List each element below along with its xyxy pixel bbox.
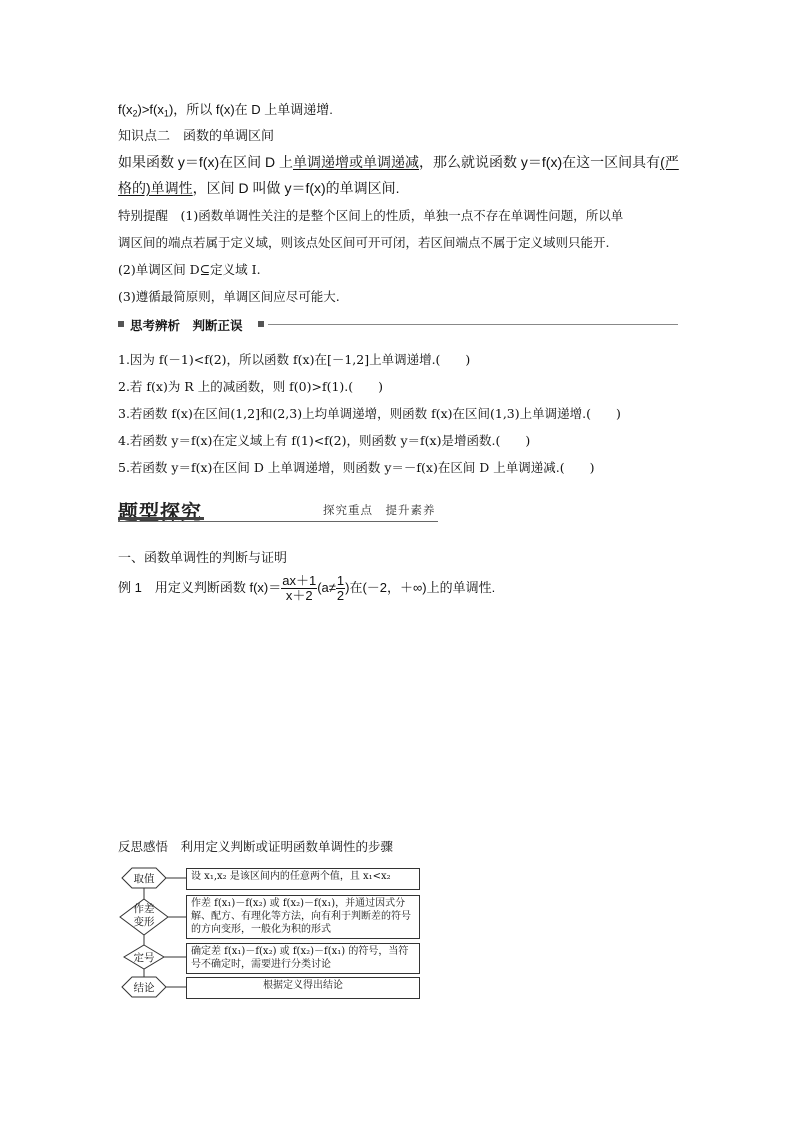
step1-label: 取值 — [133, 873, 155, 885]
reflect-text: 利用定义判断或证明函数单调性的步骤 — [180, 839, 394, 854]
frac2-numerator: 1 — [336, 573, 345, 588]
flowchart — [118, 865, 418, 1005]
fraction-ax1-over-x2 — [281, 574, 317, 604]
subscript-1: 1 — [163, 108, 169, 119]
top-line-part2: )>f(x — [137, 102, 164, 117]
reminder-text1: (1)函数单调性关注的是整个区间上的性质，单独一点不存在单调性问题，所以单 — [180, 208, 624, 223]
top-line-part1: f(x — [118, 102, 133, 117]
step1-box: 设 x₁,x₂ 是该区间内的任意两个值，且 x₁<x₂ — [186, 868, 420, 890]
example1-middle: (a≠ — [317, 580, 336, 596]
step2-label-line1: 作差 — [133, 903, 155, 915]
knowledge2-heading: 知识点二 函数的单调区间 — [118, 128, 275, 143]
think-item-3: 3.若函数 f(x)在区间(1,2]和(2,3)上均单调递增，则函数 f(x)在区间(1,3)上单调递增.( ) — [118, 406, 621, 421]
knowledge2-line2 — [118, 178, 400, 198]
fraction-one-half — [336, 574, 345, 604]
step3-label: 定号 — [133, 952, 155, 964]
k2-underlined-strict-end: 格的)单调性 — [118, 180, 193, 196]
think-item-1: 1.因为 f(－1)<f(2)，所以函数 f(x)在[－1,2]上单调递增.( ) — [118, 352, 471, 367]
example1 — [118, 574, 495, 604]
subscript-2: 2 — [132, 108, 138, 119]
tixing-title: 题型探究 — [118, 500, 202, 524]
think-item-5: 5.若函数 y＝f(x)在区间 D 上单调递增，则函数 y＝－f(x)在区间 D 上单调递减.( ) — [118, 460, 595, 475]
bar-square-left — [118, 321, 124, 327]
think-section-bar — [118, 316, 678, 332]
step4-box: 根据定义得出结论 — [186, 977, 420, 999]
k2-line1-a: 如果函数 y＝f(x)在区间 D 上 — [118, 154, 293, 170]
step4-label: 结论 — [133, 982, 155, 994]
bar-rule — [268, 324, 678, 325]
reminder-line3: (2)单调区间 D⊆定义域 I. — [118, 262, 261, 277]
k2-underlined-strict-start: (严 — [660, 154, 679, 170]
frac1-denominator: x＋2 — [285, 588, 313, 604]
frac1-numerator: ax＋1 — [282, 573, 317, 588]
think-title: 思考辨析 判断正误 — [130, 319, 243, 333]
example1-suffix: )在(－2，＋∞)上的单调性. — [345, 580, 496, 596]
bar-square-right — [258, 321, 264, 327]
reminder-line2: 调区间的端点若属于定义域，则该点处区间可开可闭，若区间端点不属于定义域则只能开. — [118, 235, 610, 250]
step3-box: 确定差 f(x₁)－f(x₂) 或 f(x₂)－f(x₁) 的符号，当符号不确定时，需要进行分类讨论 — [186, 943, 420, 974]
section1-heading: 一、函数单调性的判断与证明 — [118, 550, 288, 565]
step2-label-line2: 变形 — [133, 916, 155, 928]
k2-line1-c: ，那么就说函数 y＝f(x)在这一区间具有 — [419, 154, 661, 170]
top-line-part3: )，所以 f(x)在 D 上单调递增. — [168, 102, 333, 117]
top-line — [118, 99, 333, 118]
tixing-thick-rule — [118, 517, 204, 520]
step2-label — [124, 903, 164, 929]
frac2-denominator: 2 — [336, 588, 345, 604]
knowledge2-line1 — [118, 152, 679, 172]
step2-box: 作差 f(x₁)－f(x₂) 或 f(x₂)－f(x₁)，并通过因式分解、配方、有理化等方法，向有利于判断差的符号的方向变形，一般化为积的形式 — [186, 895, 420, 939]
reminder-line1 — [118, 206, 623, 224]
k2-underlined-monotone: 单调递增或单调递减 — [293, 154, 419, 170]
think-item-2: 2.若 f(x)为 R 上的减函数，则 f(0)>f(1).( ) — [118, 379, 384, 394]
tixing-subtitle: 探究重点 提升素养 — [323, 503, 436, 517]
reflect-label: 反思感悟 — [118, 840, 169, 854]
reminder-line4: (3)遵循最简原则，单调区间应尽可能大. — [118, 289, 340, 304]
reminder-label: 特别提醒 — [118, 209, 169, 223]
example1-prefix: 例 1 用定义判断函数 f(x)＝ — [118, 580, 282, 596]
tixing-thin-rule — [118, 521, 438, 522]
k2-line2-b: ，区间 D 叫做 y＝f(x)的单调区间. — [192, 180, 400, 196]
tixing-banner — [118, 496, 438, 524]
reflect-line — [118, 837, 393, 855]
think-item-4: 4.若函数 y＝f(x)在定义域上有 f(1)<f(2)，则函数 y＝f(x)是增函数.( ) — [118, 433, 531, 448]
